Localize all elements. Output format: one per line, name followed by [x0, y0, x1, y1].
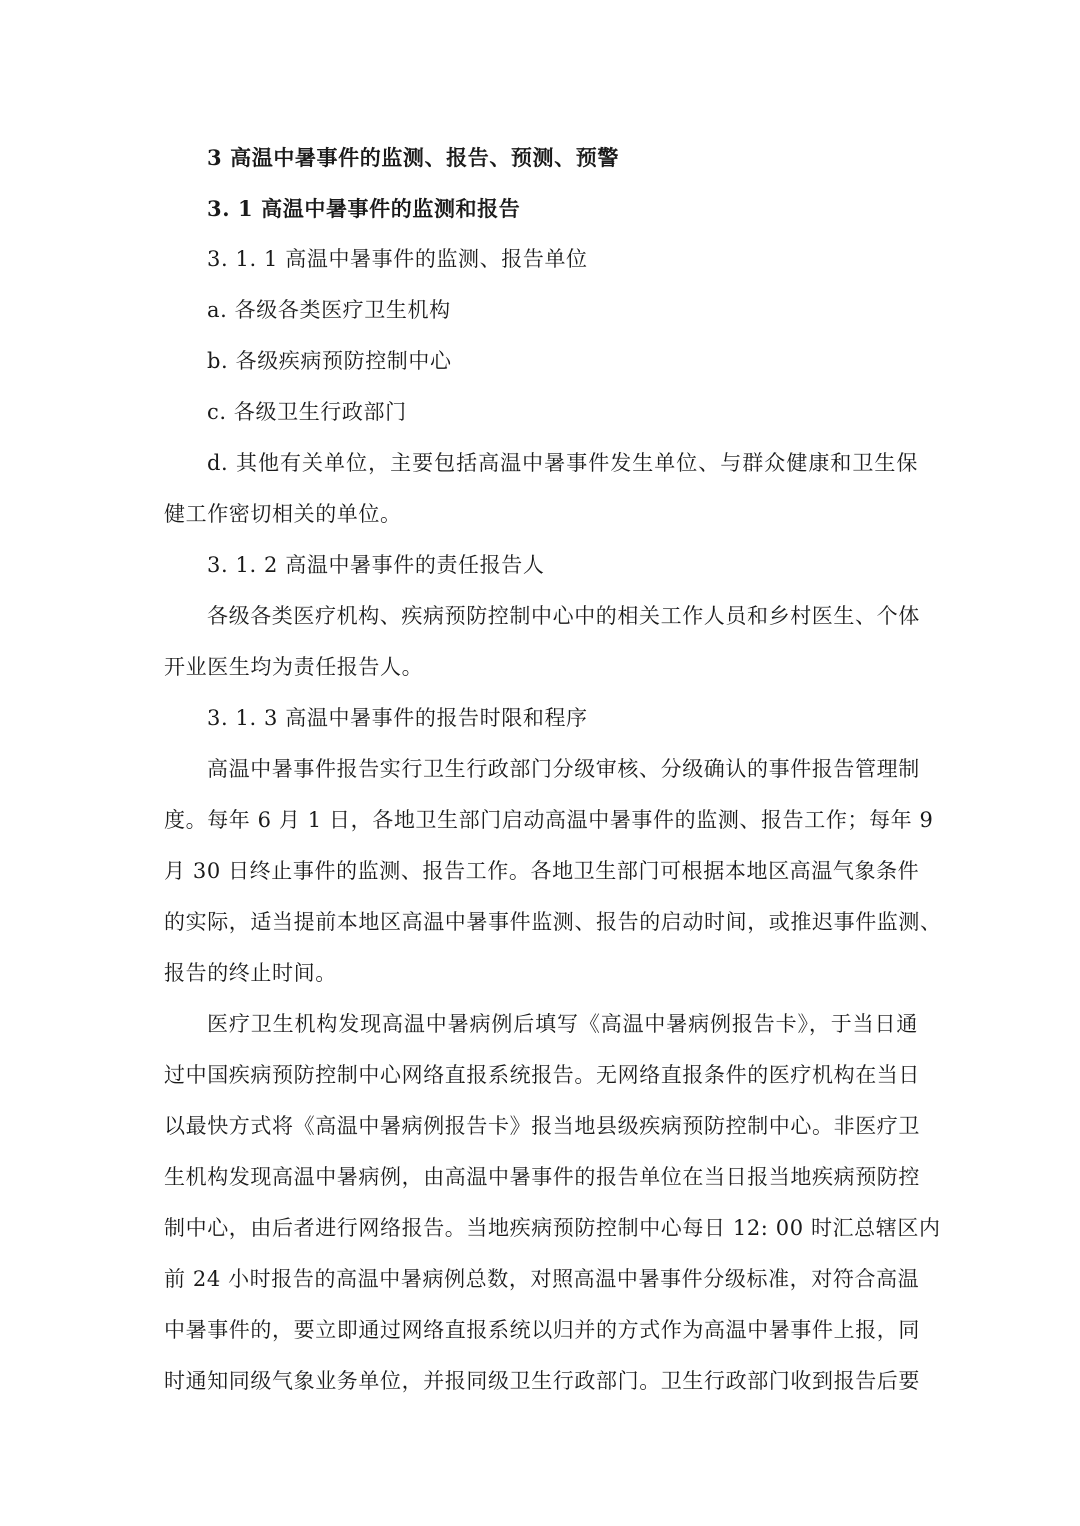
document-body [164, 132, 942, 1407]
subsection-heading-3-1-1: 3. 1. 1 高温中暑事件的监测、报告单位 [207, 247, 588, 271]
paragraph-time-line-2: 度。每年 6 月 1 日，各地卫生部门启动高温中暑事件的监测、报告工作；每年 9 [164, 808, 934, 832]
list-item-c: c. 各级卫生行政部门 [207, 400, 407, 424]
paragraph-procedure-line-8: 时通知同级气象业务单位，并报同级卫生行政部门。卫生行政部门收到报告后要 [164, 1369, 920, 1393]
section-heading-3-1: 3. 1 高温中暑事件的监测和报告 [207, 196, 521, 221]
section-heading-3: 3 高温中暑事件的监测、报告、预测、预警 [207, 145, 619, 170]
paragraph-time-line-5: 报告的终止时间。 [164, 961, 337, 985]
paragraph-procedure-line-3: 以最快方式将《高温中暑病例报告卡》报当地县级疾病预防控制中心。非医疗卫 [164, 1114, 920, 1138]
paragraph-time-line-1: 高温中暑事件报告实行卫生行政部门分级审核、分级确认的事件报告管理制 [207, 757, 920, 781]
list-item-a: a. 各级各类医疗卫生机构 [207, 298, 451, 322]
paragraph-procedure-line-1: 医疗卫生机构发现高温中暑病例后填写《高温中暑病例报告卡》，于当日通 [207, 1012, 918, 1036]
list-item-d-line-2: 健工作密切相关的单位。 [164, 502, 402, 526]
paragraph-reporter-line-1: 各级各类医疗机构、疾病预防控制中心中的相关工作人员和乡村医生、个体 [207, 604, 920, 628]
paragraph-reporter-line-2: 开业医生均为责任报告人。 [164, 655, 424, 679]
list-item-b: b. 各级疾病预防控制中心 [207, 349, 452, 373]
paragraph-time-line-4: 的实际，适当提前本地区高温中暑事件监测、报告的启动时间，或推迟事件监测、 [164, 910, 942, 934]
paragraph-procedure-line-5: 制中心，由后者进行网络报告。当地疾病预防控制中心每日 12: 00 时汇总辖区内 [164, 1216, 941, 1240]
subsection-heading-3-1-3: 3. 1. 3 高温中暑事件的报告时限和程序 [207, 706, 588, 730]
list-item-d-line-1: d. 其他有关单位，主要包括高温中暑事件发生单位、与群众健康和卫生保 [207, 451, 918, 475]
paragraph-procedure-line-2: 过中国疾病预防控制中心网络直报系统报告。无网络直报条件的医疗机构在当日 [164, 1063, 920, 1087]
paragraph-procedure-line-4: 生机构发现高温中暑病例，由高温中暑事件的报告单位在当日报当地疾病预防控 [164, 1165, 920, 1189]
paragraph-time-line-3: 月 30 日终止事件的监测、报告工作。各地卫生部门可根据本地区高温气象条件 [164, 859, 920, 883]
subsection-heading-3-1-2: 3. 1. 2 高温中暑事件的责任报告人 [207, 553, 545, 577]
paragraph-procedure-line-7: 中暑事件的，要立即通过网络直报系统以归并的方式作为高温中暑事件上报，同 [164, 1318, 920, 1342]
paragraph-procedure-line-6: 前 24 小时报告的高温中暑病例总数，对照高温中暑事件分级标准，对符合高温 [164, 1267, 920, 1291]
